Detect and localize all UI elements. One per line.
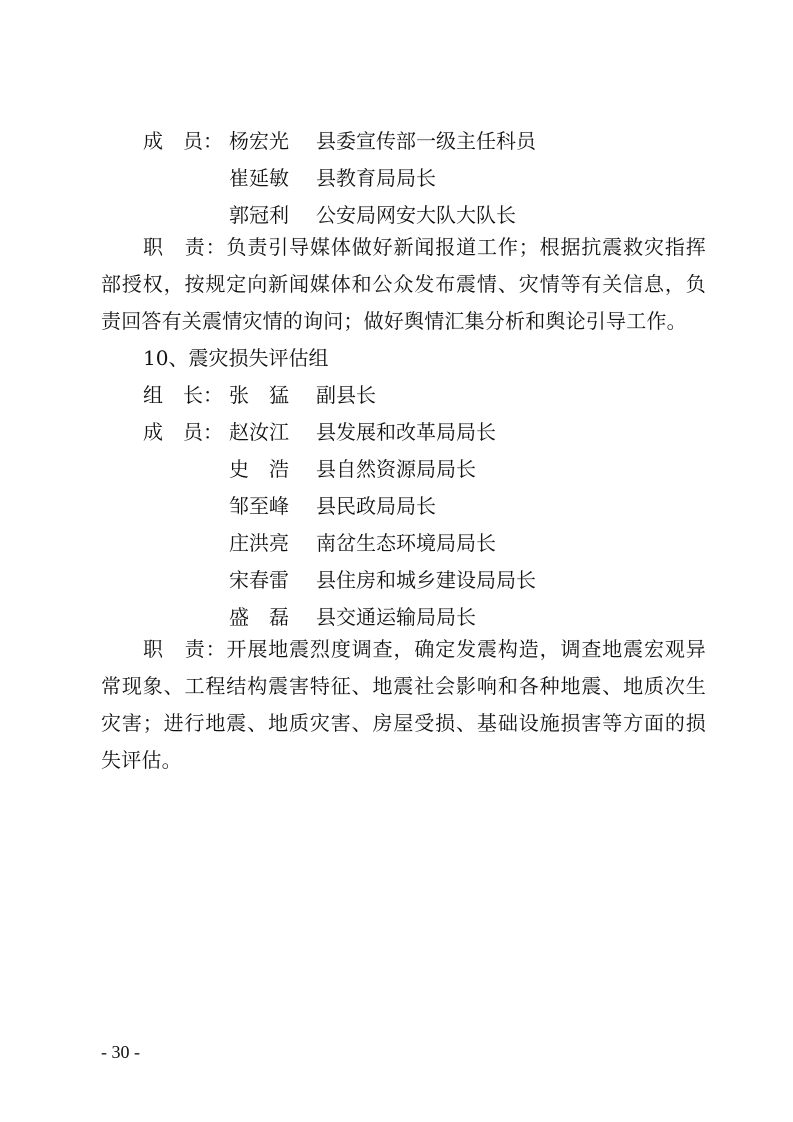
members-label: 成 员： — [143, 420, 223, 444]
member-name: 杨宏光 — [229, 129, 289, 153]
member-name: 郭冠利 — [229, 203, 289, 227]
member-name: 庄洪亮 — [229, 531, 289, 555]
member-name: 史 浩 — [229, 457, 289, 481]
section-heading: 10、震灾损失评估组 — [143, 346, 329, 370]
member-title: 县民政局局长 — [316, 494, 436, 518]
leader-title: 副县长 — [316, 383, 376, 407]
member-name: 赵汝江 — [229, 420, 289, 444]
member-title: 南岔生态环境局局长 — [316, 531, 496, 555]
member-name: 邹至峰 — [229, 494, 289, 518]
leader-label: 组 长： — [143, 383, 223, 407]
member-title: 县住房和城乡建设局局长 — [316, 568, 536, 592]
page-number: - 30 - — [101, 1042, 140, 1062]
member-name: 盛 磊 — [229, 605, 289, 629]
member-name: 崔延敏 — [229, 166, 289, 190]
member-title: 公安局网安大队大队长 — [316, 203, 516, 227]
member-title: 县教育局局长 — [316, 166, 436, 190]
leader-name: 张 猛 — [229, 383, 289, 407]
duty-paragraph: 职 责：负责引导媒体做好新闻报道工作；根据抗震救灾指挥部授权，按规定向新闻媒体和公众发布震情、灾情等有关信息，负责回答有关震情灾情的询问；做好舆情汇集分析和舆论引导工作。 — [101, 235, 706, 333]
member-title: 县交通运输局局长 — [316, 605, 476, 629]
member-title: 县自然资源局局长 — [316, 457, 476, 481]
member-name: 宋春雷 — [229, 568, 289, 592]
duty-paragraph: 职 责：开展地震烈度调查，确定发震构造，调查地震宏观异常现象、工程结构震害特征、地震社会影响和各种地震、地质次生灾害；进行地震、地质灾害、房屋受损、基础设施损害等方面的损失评估。 — [101, 637, 706, 772]
members-label: 成 员： — [143, 129, 223, 153]
member-title: 县发展和改革局局长 — [316, 420, 496, 444]
member-title: 县委宣传部一级主任科员 — [316, 129, 536, 153]
